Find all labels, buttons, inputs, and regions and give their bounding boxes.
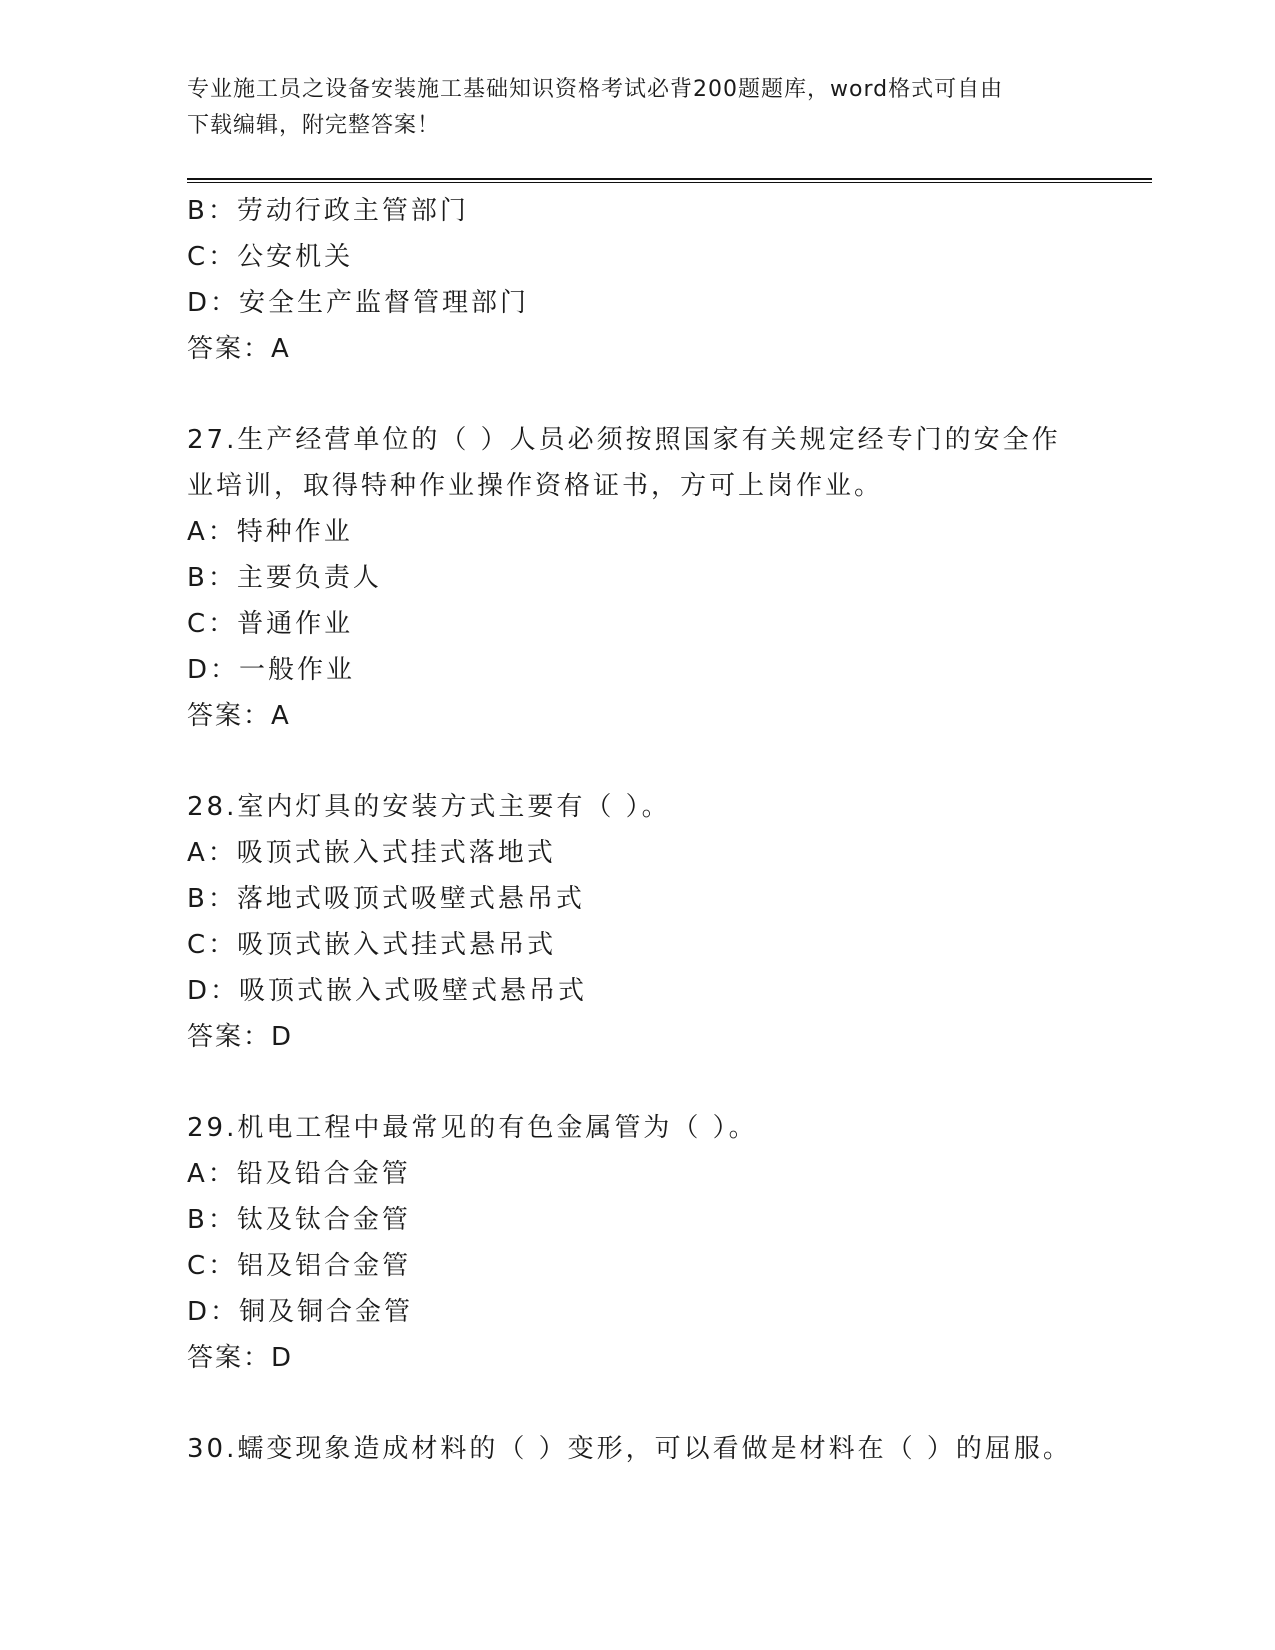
header-line-2: 下载编辑，附完整答案！ <box>187 113 441 138</box>
question-29 <box>187 1105 1067 1381</box>
question-stem-continued: 业培训，取得特种作业操作资格证书，方可上岗作业。 <box>187 471 884 501</box>
spacer <box>187 739 1067 784</box>
question-27 <box>187 417 1067 739</box>
answer-line: 答案：D <box>187 1022 294 1052</box>
option-d: D：吸顶式嵌入式吸壁式悬吊式 <box>187 976 588 1006</box>
spacer <box>187 372 1067 417</box>
answer-line: 答案：D <box>187 1343 294 1373</box>
option-a: A：特种作业 <box>187 517 353 547</box>
question-28 <box>187 784 1067 1060</box>
header-line-1: 专业施工员之设备安装施工基础知识资格考试必背200题题库，word格式可自由 <box>187 77 1004 102</box>
option-b: B：劳动行政主管部门 <box>187 196 469 226</box>
option-d: D：铜及铜合金管 <box>187 1297 414 1327</box>
question-30 <box>187 1426 1072 1472</box>
spacer <box>187 1381 1067 1426</box>
document-header <box>187 72 1067 144</box>
option-d: D：安全生产监督管理部门 <box>187 288 530 318</box>
option-a: A：吸顶式嵌入式挂式落地式 <box>187 838 556 868</box>
spacer <box>187 1060 1067 1105</box>
option-c: C：公安机关 <box>187 242 354 272</box>
option-a: A：铅及铅合金管 <box>187 1159 411 1189</box>
question-stem: 27.生产经营单位的（ ）人员必须按照国家有关规定经专门的安全作 <box>187 425 1061 455</box>
option-c: C：铝及铝合金管 <box>187 1251 412 1281</box>
answer-line: 答案：A <box>187 701 291 731</box>
option-b: B：钛及钛合金管 <box>187 1205 411 1235</box>
option-b: B：主要负责人 <box>187 563 382 593</box>
question-stem: 30.蠕变现象造成材料的（ ）变形，可以看做是材料在（ ）的屈服。 <box>187 1434 1072 1464</box>
header-divider <box>187 178 1152 183</box>
option-c: C：吸顶式嵌入式挂式悬吊式 <box>187 930 557 960</box>
question-stem: 28.室内灯具的安装方式主要有（ ）。 <box>187 792 671 822</box>
option-d: D：一般作业 <box>187 655 356 685</box>
question-stem: 29.机电工程中最常见的有色金属管为（ ）。 <box>187 1113 758 1143</box>
document-body <box>187 188 1072 1472</box>
option-c: C：普通作业 <box>187 609 354 639</box>
answer-line: 答案：A <box>187 334 291 364</box>
question-26-fragment <box>187 188 1067 372</box>
option-b: B：落地式吸顶式吸壁式悬吊式 <box>187 884 585 914</box>
